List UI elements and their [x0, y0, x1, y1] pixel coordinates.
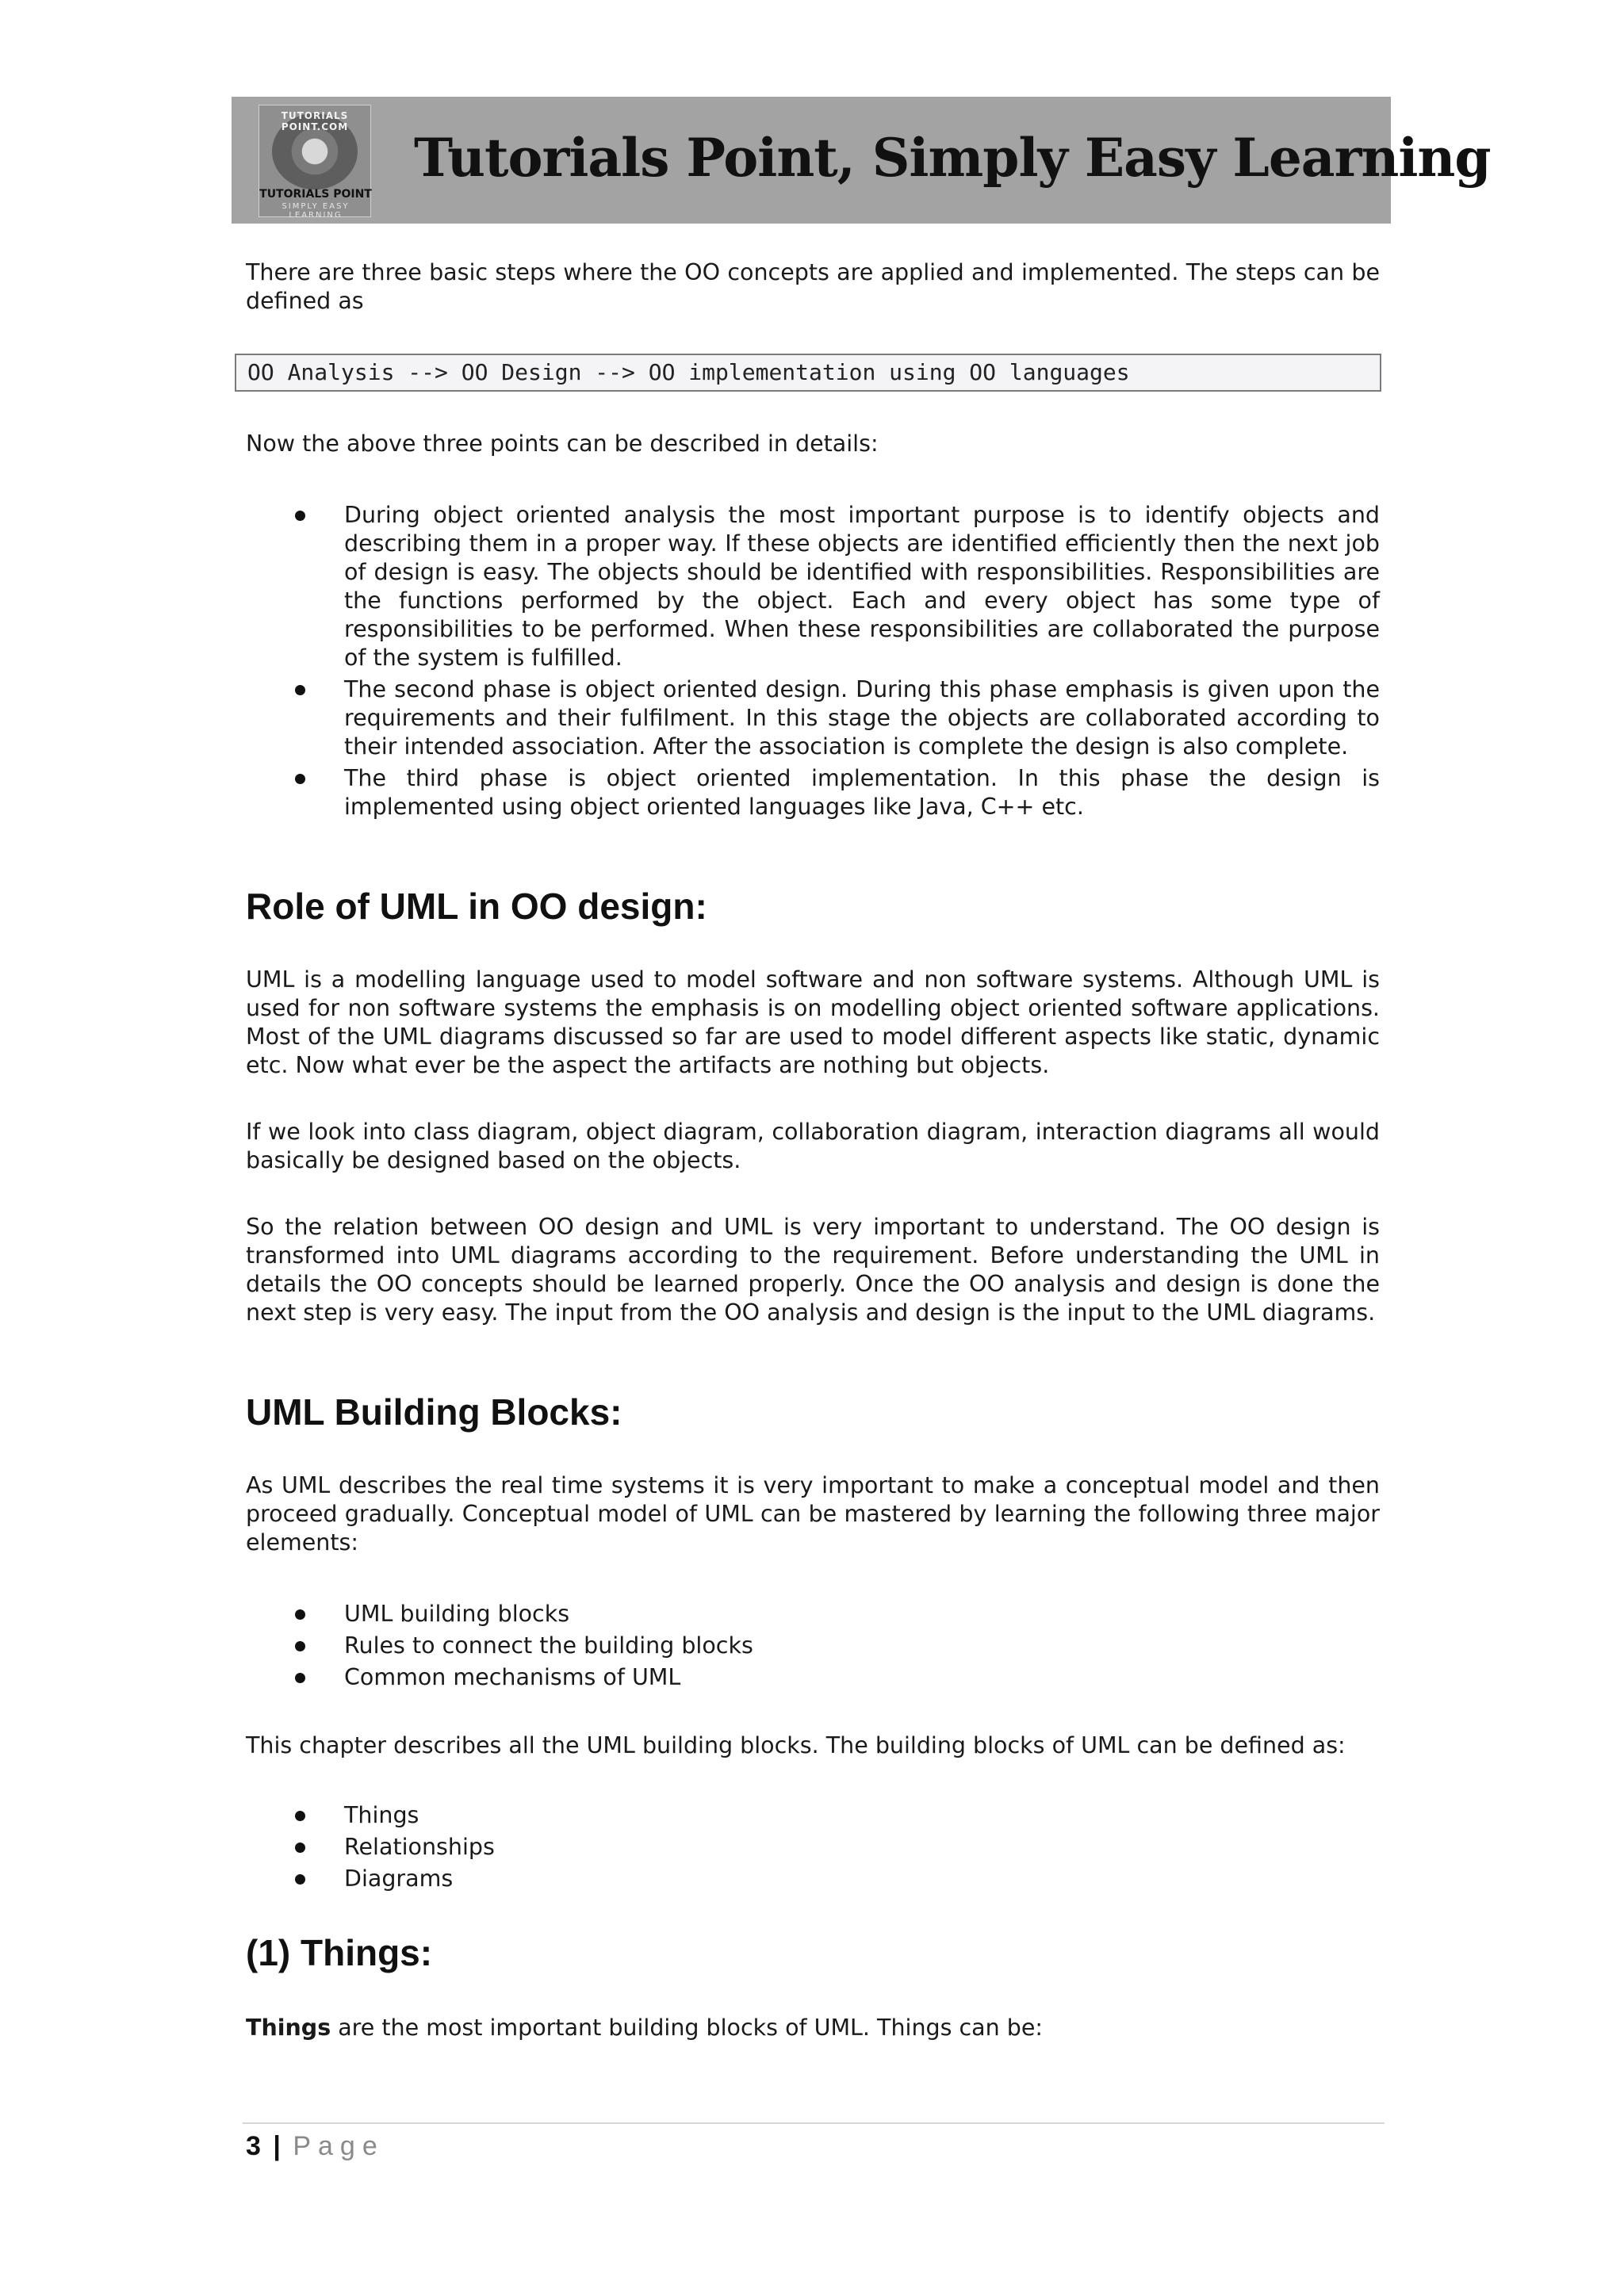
things-lead-term: Things [246, 2015, 331, 2041]
phase-list [246, 501, 1380, 825]
section-heading-blocks: UML Building Blocks: [246, 1391, 622, 1433]
header-banner [232, 97, 1491, 224]
bullet-icon [295, 1874, 305, 1885]
building-blocks-list [246, 1801, 1380, 1896]
role-paragraph-3: So the relation between OO design and UML is very important to understand. The OO design is transformed into UML diagrams according to the requirement. Before understanding the UML in details the OO concepts should be learned properly. Once the OO analysis and design is done the next step is very easy. The input from the OO analysis and design is the input to the UML diagrams. [246, 1214, 1380, 1326]
list-item: Things [246, 1801, 1380, 1830]
page-footer [246, 2131, 385, 2162]
section-heading-things: (1) Things: [246, 1932, 433, 1973]
list-item: Diagrams [246, 1865, 1380, 1893]
list-item: The third phase is object oriented implementation. In this phase the design is implemented using object oriented languages like Java, C++ etc. [246, 764, 1380, 821]
section-heading-role: Role of UML in OO design: [246, 886, 707, 927]
bullet-icon [295, 1609, 305, 1620]
page-number: 3 [246, 2131, 261, 2161]
footer-separator: | [273, 2131, 281, 2161]
tutorials-point-logo [259, 105, 372, 220]
bullet-icon [295, 1641, 305, 1651]
list-item: The second phase is object oriented design. During this phase emphasis is given upon the requirements and their fulfilment. In this stage the objects are collaborated according to their intended association. After the association is complete the design is also complete. [246, 675, 1380, 761]
logo-wordmark: TUTORIALS POINT [259, 188, 372, 201]
elements-list [246, 1600, 1380, 1695]
header-title: Tutorials Point, Simply Easy Learning [414, 127, 1491, 189]
role-paragraph-1: UML is a modelling language used to model software and non software systems. Although UML is used for non software systems the emphasis is on modelling object oriented software applications. Most of the UML diagrams discussed so far are used to model different aspects like static, dynamic etc. Now what ever be the aspect the artifacts are nothing but objects. [246, 966, 1380, 1078]
bullet-icon [295, 774, 305, 784]
list-item: Rules to connect the building blocks [246, 1632, 1380, 1660]
list-item: During object oriented analysis the most important purpose is to identify objects and describing them in a proper way. If these objects are identified efficiently then the next job of design is easy. The objects should be identified with responsibilities. Responsibilities are the functions performed by the object. Each and every object has some type of responsibilities to be performed. When these responsibilities are collaborated the purpose of the system is fulfilled. [246, 501, 1380, 672]
page-label: Page [293, 2131, 385, 2161]
blocks-paragraph: As UML describes the real time systems it is very important to make a conceptual model and then proceed gradually. Conceptual model of UML can be mastered by learning the following three major elements: [246, 1472, 1380, 1556]
list-item: UML building blocks [246, 1600, 1380, 1628]
role-paragraph-2: If we look into class diagram, object diagram, collaboration diagram, interaction diagrams all would basically be designed based on the objects. [246, 1119, 1380, 1173]
things-paragraph [246, 2014, 1380, 2042]
bullet-icon [295, 685, 305, 695]
details-intro: Now the above three points can be described in details: [246, 430, 879, 457]
bullet-icon [295, 1673, 305, 1683]
chapter-paragraph: This chapter describes all the UML building blocks. The building blocks of UML can be defined as: [246, 1732, 1346, 1758]
things-lead-rest: are the most important building blocks of UML. Things can be: [331, 2015, 1043, 2041]
bullet-icon [295, 511, 305, 521]
logo-arc-text: TUTORIALS POINT.COM [281, 110, 349, 132]
logo-tagline: SIMPLY EASY LEARNING [282, 202, 350, 220]
intro-paragraph: There are three basic steps where the OO concepts are applied and implemented. The steps can be defined as [246, 259, 1380, 314]
bullet-icon [295, 1843, 305, 1853]
footer-divider [243, 2122, 1385, 2124]
list-item: Common mechanisms of UML [246, 1663, 1380, 1692]
list-item: Relationships [246, 1833, 1380, 1862]
code-block: OO Analysis --> OO Design --> OO implementation using OO languages [235, 354, 1381, 392]
bullet-icon [295, 1811, 305, 1821]
